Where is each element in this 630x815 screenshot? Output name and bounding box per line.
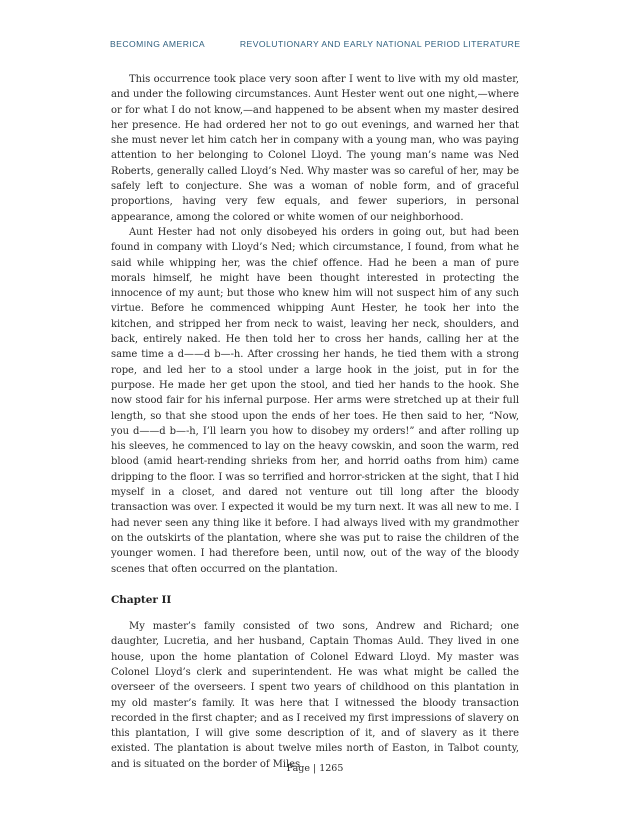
paragraph-aunt-hester-occurrence: This occurrence took place very soon after I went to live with my old master, and under the following circumstances. Aunt Hester went out one night,—where or for what I do not know,—and happened to be absent when my master desired her presence. He had ordered her not to go out evenings, and warned her that she must never let him catch her in company with a young man, who was paying attention to her belonging to Colonel Lloyd. The young man’s name was Ned Roberts, generally called Lloyd’s Ned. Why master was so careful of her, may be safely left to conjecture. She was a woman of noble form, and of graceful proportions, having very few equals, and fewer superiors, in personal appearance, among the colored or white women of our neighborhood.	[111, 74, 519, 223]
chapter-heading: Chapter II	[111, 593, 172, 606]
page-number: Page | 1265	[286, 763, 344, 774]
body-text	[111, 72, 519, 772]
paragraph-aunt-hester-whipping: Aunt Hester had not only disobeyed his orders in going out, but had been found in company with Lloyd’s Ned; which circumstance, I found, from what he said while whipping her, was the chief offence. Had he been a man of pure morals himself, he might have been thought interested in protecting the innocence of my aunt; but those who knew him will not suspect him of any such virtue. Before he commenced whipping Aunt Hester, he took her into the kitchen, and stripped her from neck to waist, leaving her neck, shoulders, and back, entirely naked. He then told her to cross her hands, calling her at the same time a d——d b—-h. After crossing her hands, he tied them with a strong rope, and led her to a stool under a large hook in the joist, put in for the purpose. He made her get upon the stool, and tied her hands to the hook. She now stood fair for his infernal purpose. Her arms were stretched up at their full length, so that she stood upon the ends of her toes. He then said to her, “Now, you d——d b—-h, I’ll learn you how to disobey my orders!” and after rolling up his sleeves, he commenced to lay on the heavy cowskin, and soon the warm, red blood (amid heart-rending shrieks from her, and horrid oaths from him) came dripping to the floor. I was so terrified and horror-stricken at the sight, that I hid myself in a closet, and dared not venture out till long after the bloody transaction was over. I expected it would be my turn next. It was all new to me. I had never seen any thing like it before. I had always lived with my grandmother on the outskirts of the plantation, where she was put to raise the children of the younger women. I had therefore been, until now, out of the way of the bloody scenes that often occurred on the plantation.	[111, 226, 519, 575]
header-journal-title: BECOMING AMERICA	[110, 39, 206, 49]
running-header	[110, 39, 530, 49]
paragraph-masters-family: My master’s family consisted of two sons, Andrew and Richard; one daughter, Lucretia, and her husband, Captain Thomas Auld. They lived in one house, upon the home plantation of Colonel Edward Lloyd. My master was Colonel Lloyd’s clerk and superintendent. He was what might be called the overseer of the overseers. I spent two years of childhood on this plantation in my old master’s family. It was here that I witnessed the bloody transaction recorded in the first chapter; and as I received my first impressions of slavery on this plantation, I will give some description of it, and of slavery as it there existed. The plantation is about twelve miles north of Easton, in Talbot county, and is situated on the border of Miles	[111, 621, 520, 770]
header-section-title: REVOLUTIONARY AND EARLY NATIONAL PERIOD LITERATURE	[239, 39, 521, 49]
